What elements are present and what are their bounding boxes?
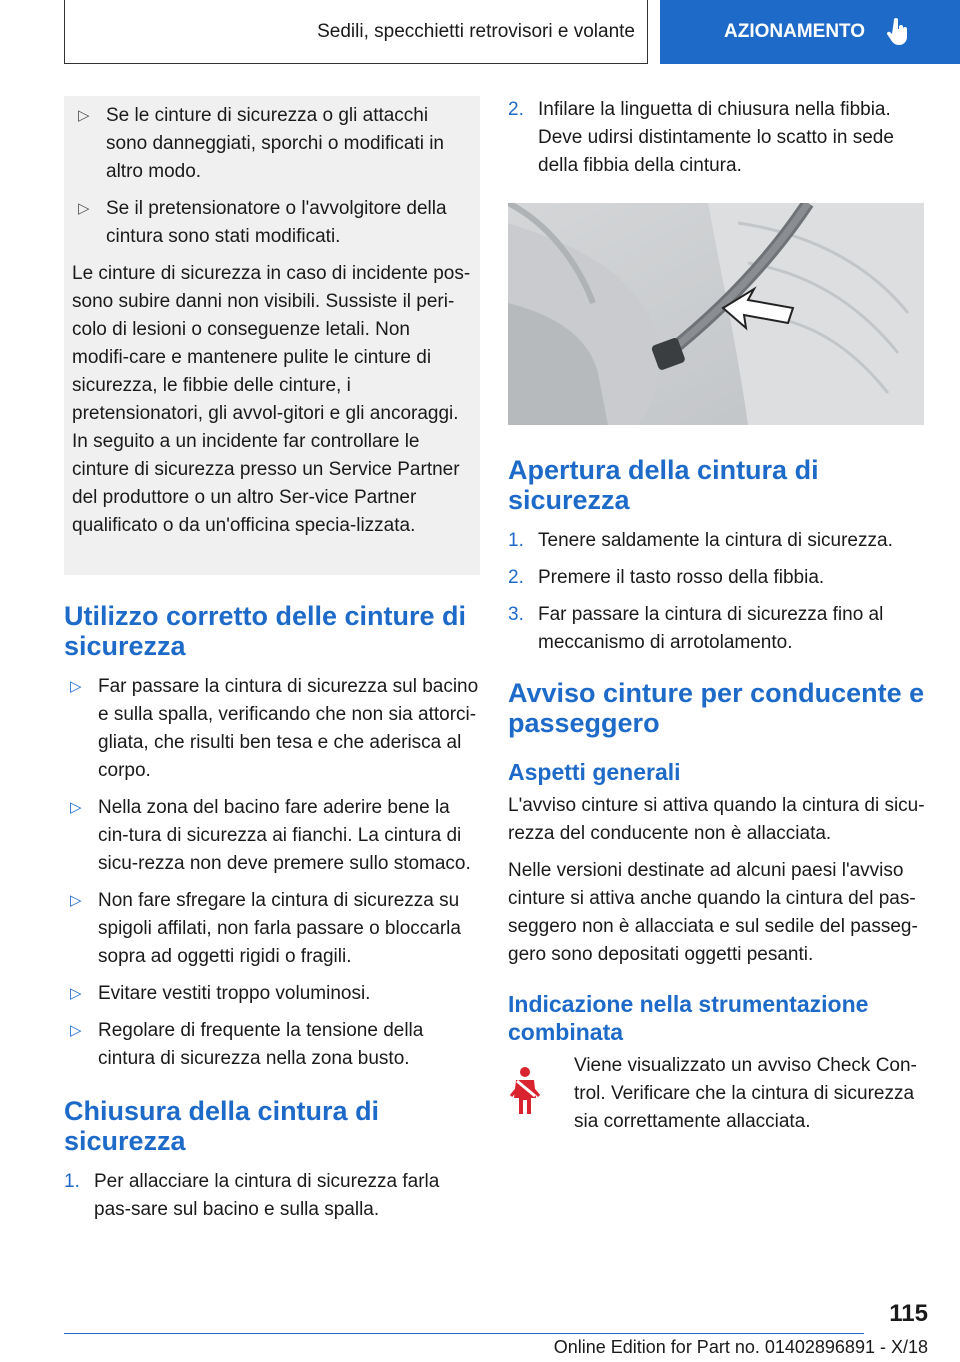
triangle-bullet-icon: ▷ (70, 678, 82, 695)
paragraph: Nelle versioni destinate ad alcuni paesi l'avviso cinture si attiva anche quando la cintura del pas-seggero non è allacciata e sul sedile del passeg-gero sono depositati oggetti pesanti. (508, 860, 918, 965)
bullet-text: Se il pretensionatore o l'avvolgitore della cintura sono stati modificati. (106, 198, 447, 247)
step-item (508, 527, 928, 555)
note-paragraph: Le cinture di sicurezza in caso di incidente pos-sono subire danni non visibili. Sussiste il peri-colo di lesioni o conseguenze letali. Non modifi-care e mantenere pulite le cinture di sicurezza, le fibbie delle cinture, i pretensionatori, gli avvol-gitori e gli ancoraggi. In seguito a un incidente far controllare le cinture di sicurezza presso un Service Partner del produttore o un altro Ser-vice Partner qualificato o da un'officina specia-lizzata. (72, 263, 471, 536)
seatbelt-buckle-photo (508, 203, 924, 425)
section-heading: Avviso cinture per conducente e passeggero (508, 678, 925, 738)
right-column (508, 96, 928, 1136)
list-item (64, 673, 480, 785)
subsection-heading: Indicazione nella strumentazione combinata (508, 991, 869, 1045)
section-title: Sedili, specchietti retrovisori e volante (317, 20, 635, 42)
step-number: 3. (508, 604, 524, 625)
page-number: 115 (889, 1300, 928, 1327)
triangle-bullet-icon: ▷ (78, 200, 90, 217)
step-text: Far passare la cintura di sicurezza fino al meccanismo di arrotolamento. (538, 604, 884, 653)
pointing-hand-icon (887, 18, 909, 46)
triangle-bullet-icon: ▷ (78, 107, 90, 124)
bullet-text: Nella zona del bacino fare aderire bene la cin-tura di sicurezza ai fianchi. La cintura di sicu-rezza non deve premere sullo stomaco. (98, 797, 471, 874)
triangle-bullet-icon: ▷ (70, 799, 82, 816)
section-heading: Apertura della cintura di sicurezza (508, 455, 819, 515)
step-item (508, 601, 928, 657)
subsection-heading: Aspetti generali (508, 759, 681, 785)
seatbelt-warning-icon (508, 1066, 542, 1116)
paragraph: L'avviso cinture si attiva quando la cintura di sicu-rezza del conducente non è allacciata. (508, 795, 925, 844)
step-number: 1. (64, 1171, 80, 1192)
step-number: 2. (508, 567, 524, 588)
triangle-bullet-icon: ▷ (70, 1022, 82, 1039)
step-number: 1. (508, 530, 524, 551)
step-item (64, 1168, 480, 1224)
triangle-bullet-icon: ▷ (70, 892, 82, 909)
section-heading: Chiusura della cintura di sicurezza (64, 1096, 380, 1156)
warning-note-box (64, 96, 480, 575)
list-item (64, 794, 480, 878)
bullet-text: Evitare vestiti troppo voluminosi. (98, 983, 371, 1004)
list-item (64, 887, 480, 971)
header-chapter-tab[interactable] (660, 0, 960, 64)
bullet-text: Regolare di frequente la tensione della cintura di sicurezza nella zona busto. (98, 1020, 424, 1069)
step-text: Per allacciare la cintura di sicurezza farla pas-sare sul bacino e sulla spalla. (94, 1171, 440, 1220)
left-column (64, 96, 480, 1233)
section-heading: Utilizzo corretto delle cinture di sicurezza (64, 601, 467, 661)
warning-indicator-row (508, 1052, 928, 1136)
header-section-title (64, 0, 648, 64)
list-item (72, 102, 472, 186)
step-text: Premere il tasto rosso della fibbia. (538, 567, 825, 588)
step-text: Infilare la linguetta di chiusura nella fibbia. Deve udirsi distintamente lo scatto in sede della fibbia della cintura. (538, 99, 894, 176)
bullet-text: Se le cinture di sicurezza o gli attacchi sono danneggiati, sporchi o modificati in altro modo. (106, 105, 444, 182)
step-item (508, 96, 928, 180)
footer-edition: Online Edition for Part no. 01402896891 - X/18 (553, 1337, 928, 1357)
bullet-text: Non fare sfregare la cintura di sicurezza su spigoli affilati, non farla passare o bloccarla sopra ad oggetti rigidi o fragili. (98, 890, 461, 967)
step-item (508, 564, 928, 592)
list-item (72, 195, 472, 251)
bullet-text: Far passare la cintura di sicurezza sul bacino e sulla spalla, verificando che non sia attorci-gliata, che risulti ben tesa e che aderisca al corpo. (98, 676, 479, 781)
warning-icon-container (508, 1052, 574, 1136)
chapter-title: AZIONAMENTO (724, 21, 866, 42)
list-item (64, 1017, 480, 1073)
list-item (64, 980, 480, 1008)
warning-text: Viene visualizzato un avviso Check Con-trol. Verificare che la cintura di sicurezza sia correttamente allacciata. (574, 1055, 917, 1132)
step-number: 2. (508, 99, 524, 120)
triangle-bullet-icon: ▷ (70, 985, 82, 1002)
step-text: Tenere saldamente la cintura di sicurezza. (538, 530, 893, 551)
